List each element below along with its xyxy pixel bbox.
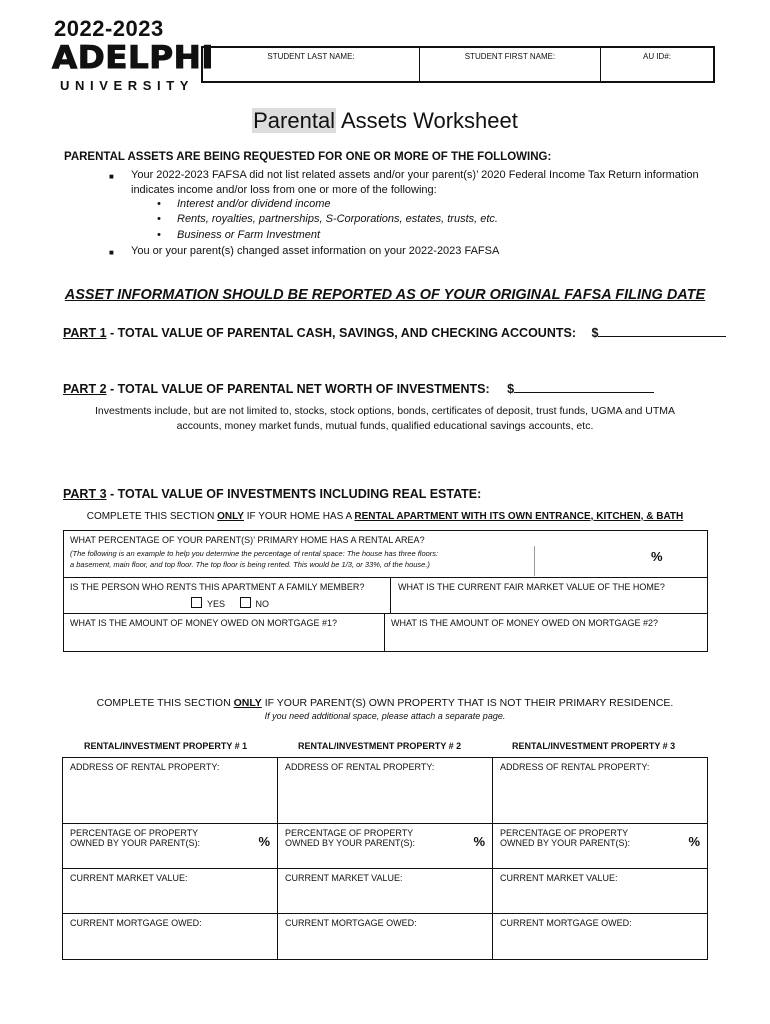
rental-instr-rest: IF YOUR PARENT(S) OWN PROPERTY THAT IS NOT THEIR PRIMARY RESIDENCE. <box>261 697 674 709</box>
instr-pre: COMPLETE THIS SECTION <box>86 511 218 522</box>
property2-mortgage-field[interactable] <box>278 914 493 960</box>
dot-bullet-icon: • <box>157 198 161 210</box>
sub-item-text: Business or Farm Investment <box>177 229 321 241</box>
pct-label-line1: PERCENTAGE OF PROPERTY <box>70 828 199 838</box>
part3-label: PART 3 <box>63 487 107 501</box>
part2-amount-line[interactable] <box>514 380 654 393</box>
mortgage-owed-row <box>63 914 708 960</box>
mortgage2-question[interactable]: WHAT IS THE AMOUNT OF MONEY OWED ON MORTGAGE #2? <box>391 618 659 628</box>
rental-pct-question: WHAT PERCENTAGE OF YOUR PARENT(S)’ PRIMARY HOME HAS A RENTAL AREA? <box>70 535 425 545</box>
property3-pct-field[interactable] <box>493 824 708 869</box>
dot-bullet-icon: • <box>157 213 161 225</box>
student-last-name-field[interactable] <box>203 48 420 81</box>
mortgage-row <box>64 613 707 651</box>
part2-label: PART 2 <box>63 382 107 396</box>
address-label: ADDRESS OF RENTAL PROPERTY: <box>70 762 220 772</box>
rental-instr-only: ONLY <box>233 697 262 709</box>
sub-item <box>157 212 498 227</box>
address-label: ADDRESS OF RENTAL PROPERTY: <box>285 762 435 772</box>
bullet1-line2: indicates income and/or loss from one or more of the following: <box>131 184 437 196</box>
student-first-name-field[interactable] <box>420 48 601 81</box>
property2-address-field[interactable] <box>278 758 493 824</box>
property3-address-field[interactable] <box>493 758 708 824</box>
au-id-label: AU ID#: <box>642 52 671 61</box>
mortgage1-cell[interactable] <box>64 613 385 651</box>
sub-item <box>157 228 321 243</box>
part3-text: - TOTAL VALUE OF INVESTMENTS INCLUDING REAL ESTATE: <box>106 487 482 501</box>
property3-header: RENTAL/INVESTMENT PROPERTY # 3 <box>512 741 676 751</box>
percent-sign: % <box>688 834 700 849</box>
property1-mortgage-field[interactable] <box>63 914 278 960</box>
pct-label-line1: PERCENTAGE OF PROPERTY <box>500 828 629 838</box>
property1-market-value-field[interactable] <box>63 869 278 914</box>
attach-note: If you need additional space, please attach a separate page. <box>264 711 506 721</box>
pct-label-line1: PERCENTAGE OF PROPERTY <box>285 828 414 838</box>
instr-cond: RENTAL APARTMENT WITH ITS OWN ENTRANCE, KITCHEN, & BATH <box>354 511 684 522</box>
property2-header: RENTAL/INVESTMENT PROPERTY # 2 <box>298 741 462 751</box>
family-member-question: IS THE PERSON WHO RENTS THIS APARTMENT A FAMILY MEMBER? <box>70 582 365 592</box>
no-label: NO <box>255 599 270 609</box>
property1-address-field[interactable] <box>63 758 278 824</box>
part2 <box>63 380 654 396</box>
yes-label: YES <box>207 599 226 609</box>
property1-pct-field[interactable] <box>63 824 278 869</box>
square-bullet-icon: ■ <box>109 172 114 181</box>
market-value-label: CURRENT MARKET VALUE: <box>285 873 403 883</box>
family-member-options <box>191 597 269 609</box>
instr-mid: IF YOUR HOME HAS A <box>243 511 355 522</box>
address-label: ADDRESS OF RENTAL PROPERTY: <box>500 762 650 772</box>
sub-item <box>157 197 331 212</box>
market-value-row <box>63 869 708 914</box>
percent-sign: % <box>473 834 485 849</box>
pct-label-line2: OWNED BY YOUR PARENT(S): <box>70 838 201 848</box>
fair-market-value-question[interactable]: WHAT IS THE CURRENT FAIR MARKET VALUE OF THE HOME? <box>398 582 665 592</box>
student-first-name-label: STUDENT FIRST NAME: <box>464 52 556 61</box>
form-year: 2022-2023 <box>54 16 164 41</box>
logo-university: UNIVERSITY <box>60 78 195 93</box>
rental-pct-input[interactable] <box>534 546 707 576</box>
investments-note-line2: accounts, money market funds, mutual funds, qualified educational savings accounts, etc. <box>176 420 594 432</box>
title-rest: Assets Worksheet <box>336 108 518 133</box>
student-last-name-label: STUDENT LAST NAME: <box>267 52 355 61</box>
part1-amount-line[interactable] <box>598 324 726 337</box>
property2-pct-field[interactable] <box>278 824 493 869</box>
adelphi-logo: ADELPHI <box>52 40 215 76</box>
requirements-heading: PARENTAL ASSETS ARE BEING REQUESTED FOR ONE OR MORE OF THE FOLLOWING: <box>64 151 552 163</box>
dot-bullet-icon: • <box>157 229 161 241</box>
sub-item-text: Interest and/or dividend income <box>177 198 331 210</box>
rental-pct-example <box>70 548 438 570</box>
part1 <box>63 324 726 340</box>
example-line2: a basement, main floor, and top floor. The top floor is being rented. This would be 1/3, or 33%, of the house.) <box>70 560 430 569</box>
part3-instruction <box>0 511 770 522</box>
family-fmv-row <box>64 577 707 614</box>
part2-dollar: $ <box>507 382 515 396</box>
au-id-field[interactable] <box>601 48 713 81</box>
rental-properties-table <box>62 757 708 960</box>
property3-market-value-field[interactable] <box>493 869 708 914</box>
part2-text: - TOTAL VALUE OF PARENTAL NET WORTH OF INVESTMENTS: <box>106 382 490 396</box>
pct-label-line2: OWNED BY YOUR PARENT(S): <box>285 838 416 848</box>
address-row <box>63 758 708 824</box>
example-line1: (The following is an example to help you determine the percentage of rental space: The house has three floors: <box>70 549 439 558</box>
property1-header: RENTAL/INVESTMENT PROPERTY # 1 <box>84 741 248 751</box>
percent-sign: % <box>258 834 270 849</box>
bullet2-text: You or your parent(s) changed asset information on your 2022-2023 FAFSA <box>131 245 500 257</box>
family-member-cell <box>64 577 391 613</box>
mortgage-owed-label: CURRENT MORTGAGE OWED: <box>500 918 632 928</box>
part1-dollar: $ <box>591 326 599 340</box>
part1-text: - TOTAL VALUE OF PARENTAL CASH, SAVINGS, AND CHECKING ACCOUNTS: <box>106 326 576 340</box>
instr-only: ONLY <box>217 511 244 522</box>
mortgage-owed-label: CURRENT MORTGAGE OWED: <box>285 918 417 928</box>
title-highlight: Parental <box>253 108 336 133</box>
property2-market-value-field[interactable] <box>278 869 493 914</box>
square-bullet-icon: ■ <box>109 248 114 257</box>
part3-table <box>63 530 708 652</box>
pct-label-line2: OWNED BY YOUR PARENT(S): <box>500 838 631 848</box>
asset-info-heading: ASSET INFORMATION SHOULD BE REPORTED AS OF YOUR ORIGINAL FAFSA FILING DATE <box>64 287 706 303</box>
mortgage1-question: WHAT IS THE AMOUNT OF MONEY OWED ON MORTGAGE #1? <box>70 618 338 628</box>
part3 <box>63 487 481 501</box>
percentage-row <box>63 824 708 869</box>
investments-note <box>70 404 700 434</box>
property3-mortgage-field[interactable] <box>493 914 708 960</box>
percent-sign: % <box>651 549 663 564</box>
rental-instruction <box>0 697 770 709</box>
student-id-box <box>201 46 715 83</box>
part1-label: PART 1 <box>63 326 107 340</box>
sub-item-text: Rents, royalties, partnerships, S-Corporations, estates, trusts, etc. <box>177 213 498 225</box>
investments-note-line1: Investments include, but are not limited to, stocks, stock options, bonds, certificates of deposit, trust funds, UGMA and UTMA <box>94 405 676 417</box>
requirement-bullet-2 <box>109 244 500 259</box>
yes-checkbox[interactable] <box>191 597 202 608</box>
no-checkbox[interactable] <box>240 597 251 608</box>
market-value-label: CURRENT MARKET VALUE: <box>500 873 618 883</box>
mortgage-owed-label: CURRENT MORTGAGE OWED: <box>70 918 202 928</box>
page-title <box>0 108 770 134</box>
rental-pct-row <box>64 531 707 578</box>
rental-instr-pre: COMPLETE THIS SECTION <box>96 697 234 709</box>
market-value-label: CURRENT MARKET VALUE: <box>70 873 188 883</box>
requirement-bullet-1 <box>109 168 741 198</box>
bullet1-line1: Your 2022-2023 FAFSA did not list related assets and/or your parent(s)’ 2020 Federal Income Tax Return information <box>131 169 699 181</box>
